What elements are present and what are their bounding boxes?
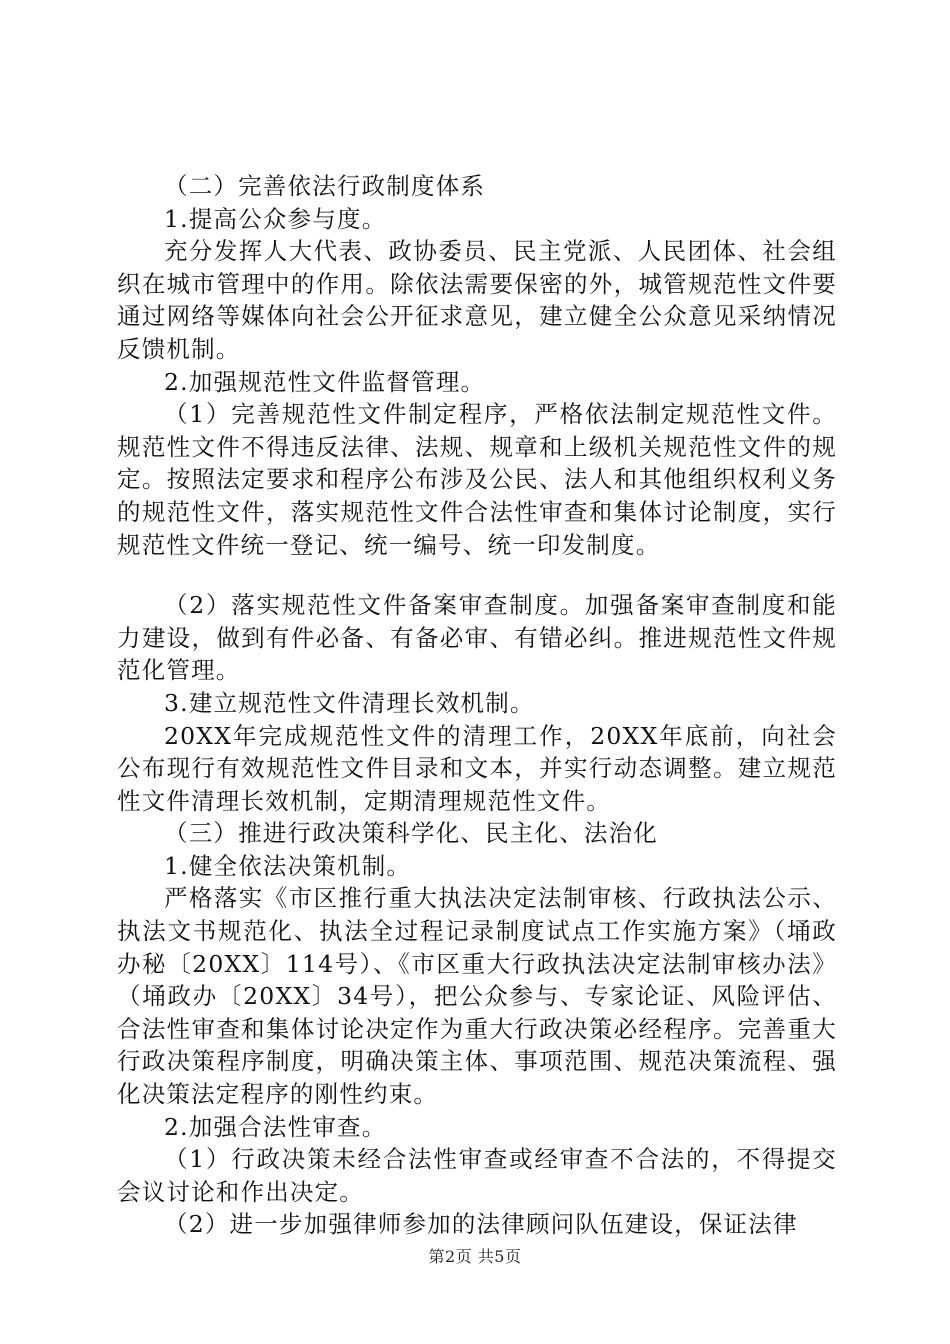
subheading-1: 1.健全依法决策机制。 xyxy=(164,851,412,880)
paragraph: 20XX年完成规范性文件的清理工作，20XX年底前，向社会公布现行有效规范性文件目录和文本，并实行动态调整。建立规范性文件清理长效机制，定期清理规范性文件。 xyxy=(117,721,837,815)
paragraph: 严格落实《市区推行重大执法决定法制审核、行政执法公示、执法文书规范化、执法全过程记录制度试点工作实施方案》（埇政办秘〔20XX〕114号）、《市区重大行政执法决定法制审核办法》（埇政办〔20XX〕34号），把公众参与、专家论证、风险评估、合法性审查和集体讨论决定作为重大行政决策必经程序。完善重大行政决策程序制度，明确决策主体、事项范围、规范决策流程、强化决策法定程序的刚性约束。 xyxy=(117,884,837,1109)
section-heading-2: （二）完善依法行政制度体系 xyxy=(164,172,486,200)
section-heading-3: （三）推进行政决策科学化、民主化、法治化 xyxy=(164,819,658,848)
paragraph: （1）完善规范性文件制定程序，严格依法制定规范性文件。规范性文件不得违反法律、法规、规章和上级机关规范性文件的规定。按照法定要求和程序公布涉及公民、法人和其他组织权利义务的规范性文件，落实规范性文件合法性审查和集体讨论制度，实行规范性文件统一登记、统一编号、统一印发制度。 xyxy=(117,400,837,559)
paragraph: （1）行政决策未经合法性审查或经审查不合法的，不得提交会议讨论和作出决定。 xyxy=(117,1145,837,1206)
paragraph: 充分发挥人大代表、政协委员、民主党派、人民团体、社会组织在城市管理中的作用。除依法需要保密的外，城管规范性文件要通过网络等媒体向社会公开征求意见，建立健全公众意见采纳情况反馈机制。 xyxy=(117,237,837,363)
subheading-2: 2.加强合法性审查。 xyxy=(164,1112,387,1141)
paragraph-spacer xyxy=(117,561,837,589)
subheading-2: 2.加强规范性文件监督管理。 xyxy=(164,367,486,396)
subheading-3: 3.建立规范性文件清理长效机制。 xyxy=(164,688,535,717)
document-body xyxy=(117,170,837,1241)
paragraph: （2）进一步加强律师参加的法律顾问队伍建设，保证法律 xyxy=(164,1210,798,1239)
subheading-1: 1.提高公众参与度。 xyxy=(164,204,387,233)
paragraph: （2）落实规范性文件备案审查制度。加强备案审查制度和能力建设，做到有件必备、有备必审、有错必纠。推进规范性文件规范化管理。 xyxy=(117,591,837,685)
page-footer: 第2页 共5页 xyxy=(428,1247,522,1266)
